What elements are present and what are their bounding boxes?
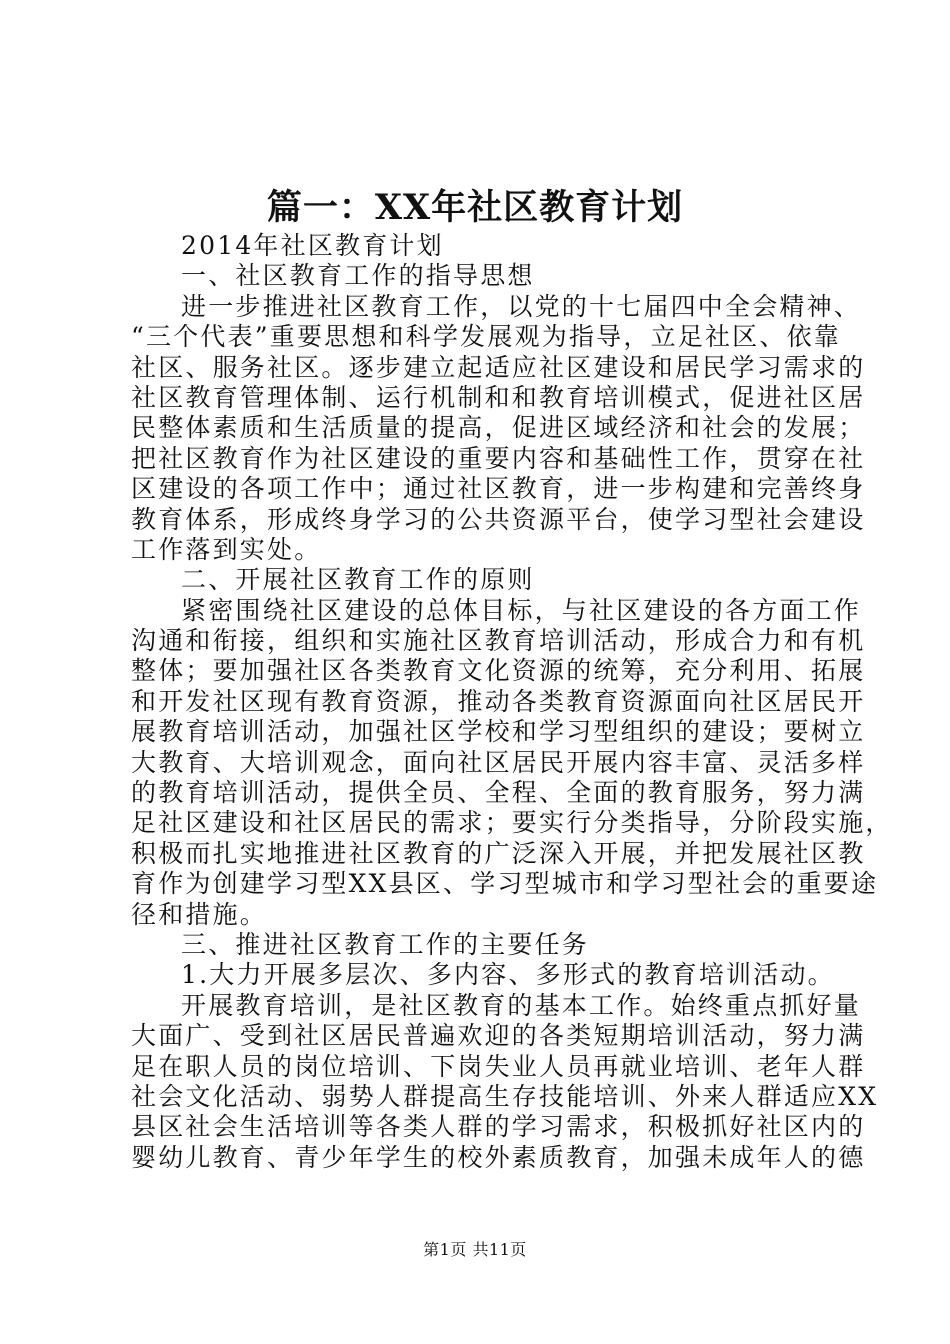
body-line: 展教育培训活动，加强社区学校和学习型组织的建设；要树立 bbox=[131, 717, 866, 747]
body-line: 三、推进社区教育工作的主要任务 bbox=[181, 929, 590, 959]
body-line: 民整体素质和生活质量的提高，促进区域经济和社会的发展； bbox=[131, 413, 866, 443]
body-line: 县区社会生活培训等各类人群的学习需求，积极抓好社区内的 bbox=[131, 1112, 866, 1142]
body-line: 紧密围绕社区建设的总体目标，与社区建设的各方面工作 bbox=[181, 595, 862, 625]
body-line: 大教育、大培训观念，面向社区居民开展内容丰富、灵活多样 bbox=[131, 747, 866, 777]
body-line: 社区、服务社区。逐步建立起适应社区建设和居民学习需求的 bbox=[131, 352, 866, 382]
body-line: 婴幼儿教育、青少年学生的校外素质教育，加强未成年人的德 bbox=[131, 1142, 866, 1172]
body-line: 的教育培训活动，提供全员、全程、全面的教育服务，努力满 bbox=[131, 778, 866, 808]
body-line: 足社区建设和社区居民的需求；要实行分类指导，分阶段实施， bbox=[131, 808, 893, 838]
body-line: 二、开展社区教育工作的原则 bbox=[181, 565, 535, 595]
body-line: 社会文化活动、弱势人群提高生存技能培训、外来人群适应XX bbox=[131, 1081, 879, 1111]
body-line: 教育体系，形成终身学习的公共资源平台，使学习型社会建设 bbox=[131, 504, 866, 534]
document-title: 篇一：XX年社区教育计划 bbox=[266, 187, 684, 228]
body-line: 区建设的各项工作中；通过社区教育，进一步构建和完善终身 bbox=[131, 474, 866, 504]
body-line: 和开发社区现有教育资源，推动各类教育资源面向社区居民开 bbox=[131, 686, 866, 716]
body-line: 一、社区教育工作的指导思想 bbox=[181, 261, 535, 291]
body-line: 足在职人员的岗位培训、下岗失业人员再就业培训、老年人群 bbox=[131, 1051, 866, 1081]
body-line: 沟通和衔接，组织和实施社区教育培训活动，形成合力和有机 bbox=[131, 626, 866, 656]
document-body bbox=[131, 231, 893, 1173]
body-line: 整体；要加强社区各类教育文化资源的统筹，充分利用、拓展 bbox=[131, 656, 866, 686]
body-line: 开展教育培训，是社区教育的基本工作。始终重点抓好量 bbox=[181, 990, 862, 1020]
body-line: 2014年社区教育计划 bbox=[181, 231, 444, 260]
body-line: 育作为创建学习型XX县区、学习型城市和学习型社会的重要途 bbox=[131, 869, 879, 899]
body-line: 径和措施。 bbox=[131, 899, 268, 929]
body-line: 进一步推进社区教育工作，以党的十七届四中全会精神、 bbox=[181, 291, 862, 321]
body-line: 积极而扎实地推进社区教育的广泛深入开展，并把发展社区教 bbox=[131, 838, 866, 868]
body-line: 大面广、受到社区居民普遍欢迎的各类短期培训活动，努力满 bbox=[131, 1021, 866, 1051]
body-line: 把社区教育作为社区建设的重要内容和基础性工作，贯穿在社 bbox=[131, 443, 866, 473]
body-line: 工作落到实处。 bbox=[131, 534, 322, 564]
page-footer: 第1页 共11页 bbox=[423, 1240, 527, 1259]
body-line: 社区教育管理体制、运行机制和和教育培训模式，促进社区居 bbox=[131, 382, 866, 412]
body-line: 1.大力开展多层次、多内容、多形式的教育培训活动。 bbox=[181, 960, 835, 990]
body-line: “三个代表”重要思想和科学发展观为指导，立足社区、依靠 bbox=[131, 322, 841, 352]
